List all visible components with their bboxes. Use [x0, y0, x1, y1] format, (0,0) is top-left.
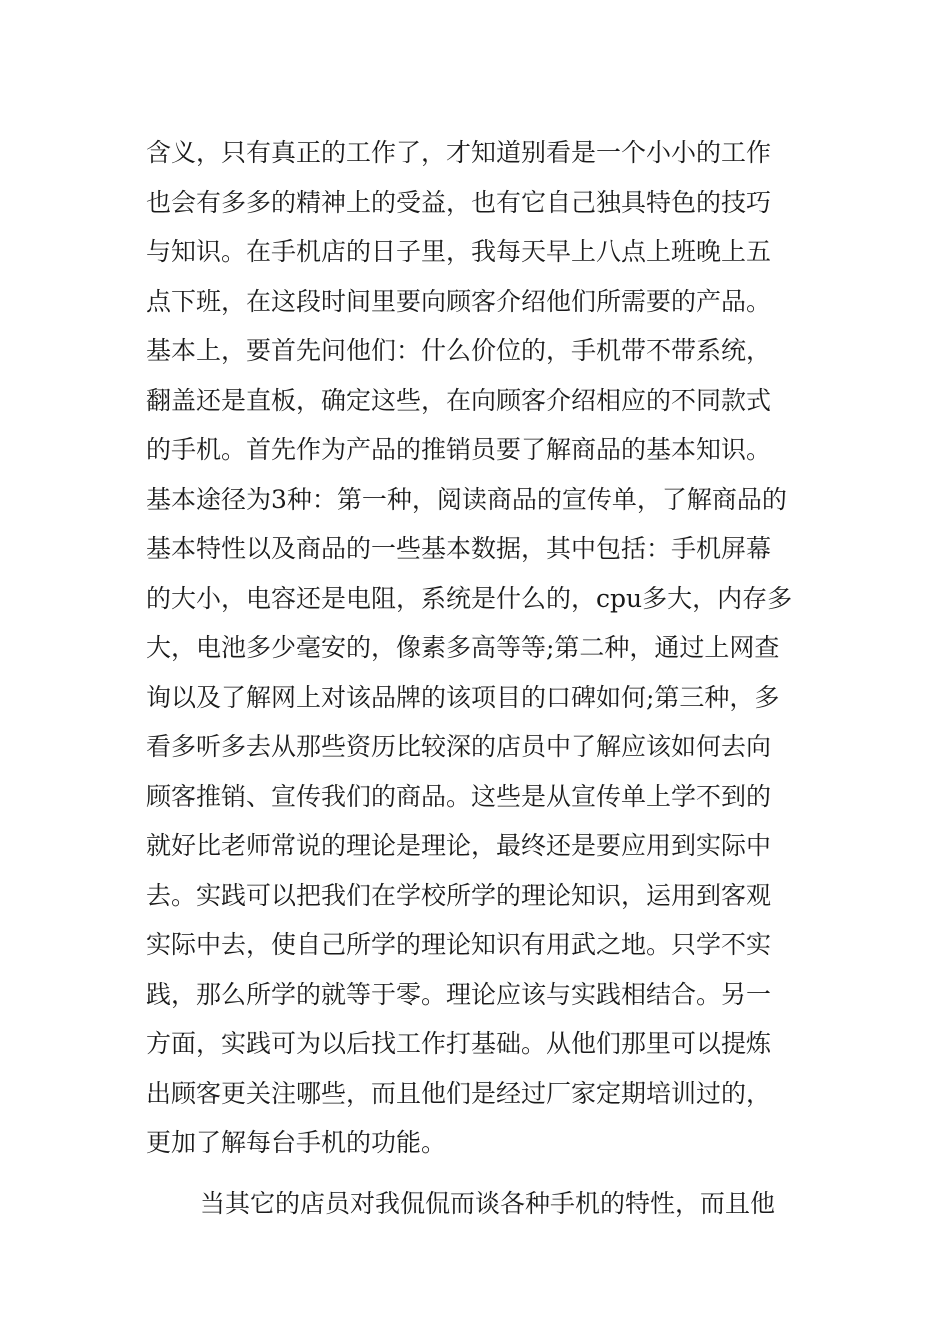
text-line: 出顾客更关注哪些，而且他们是经过厂家定期培训过的，	[146, 1078, 772, 1108]
text-line: 与知识。在手机店的日子里，我每天早上八点上班晚上五	[146, 237, 772, 266]
text-line: 大，电池多少毫安的，像素多高等等;第二种，通过上网查	[146, 633, 780, 662]
text-line: 询以及了解网上对该品牌的该项目的口碑如何;第三种，多	[146, 682, 780, 712]
text-line: 基本上，要首先问他们：什么价位的，手机带不带系统，	[146, 336, 772, 365]
text-line: 基本特性以及商品的一些基本数据，其中包括：手机屏幕	[146, 534, 772, 563]
text-line: 去。实践可以把我们在学校所学的理论知识，运用到客观	[146, 880, 772, 910]
text-line: 也会有多多的精神上的受益，也有它自己独具特色的技巧	[146, 187, 772, 217]
text-line: 翻盖还是直板，确定这些，在向顾客介绍相应的不同款式	[146, 385, 772, 415]
text-line: 就好比老师常说的理论是理论，最终还是要应用到实际中	[146, 831, 772, 860]
text-line: 更加了解每台手机的功能。	[146, 1128, 447, 1157]
text-line: 的大小，电容还是电阻，系统是什么的，cpu多大，内存多	[146, 583, 793, 613]
text-line: 实际中去，使自己所学的理论知识有用武之地。只学不实	[146, 930, 772, 959]
document-body	[146, 128, 816, 1228]
text-line: 看多听多去从那些资历比较深的店员中了解应该如何去向	[146, 732, 772, 761]
text-line: 方面，实践可为以后找工作打基础。从他们那里可以提炼	[146, 1029, 772, 1058]
paragraph-start-line: 当其它的店员对我侃侃而谈各种手机的特性，而且他	[200, 1188, 776, 1218]
text-line: 点下班，在这段时间里要向顾客介绍他们所需要的产品。	[146, 286, 772, 316]
text-line: 的手机。首先作为产品的推销员要了解商品的基本知识。	[146, 435, 772, 464]
text-line: 基本途径为3种：第一种，阅读商品的宣传单，了解商品的	[146, 484, 787, 514]
text-line: 顾客推销、宣传我们的商品。这些是从宣传单上学不到的	[146, 781, 772, 811]
text-line: 含义，只有真正的工作了，才知道别看是一个小小的工作	[146, 138, 772, 167]
text-line: 践，那么所学的就等于零。理论应该与实践相结合。另一	[146, 979, 772, 1009]
